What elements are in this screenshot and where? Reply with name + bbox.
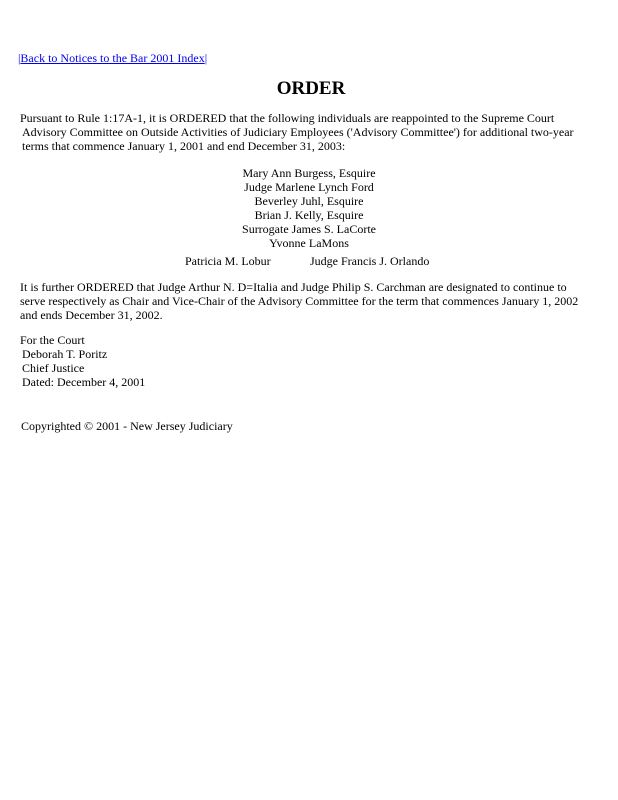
signatory-title: Chief Justice — [22, 361, 85, 375]
signatory-name: Deborah T. Poritz — [22, 347, 108, 361]
copyright-notice: Copyrighted © 2001 - New Jersey Judiciary — [21, 419, 233, 433]
back-to-index-link[interactable] — [18, 51, 207, 65]
signature-block — [20, 333, 145, 389]
link-bar-close: | — [204, 51, 208, 65]
appointee-name: Brian J. Kelly, Esquire — [254, 208, 364, 222]
appointee-name: Beverley Juhl, Esquire — [254, 194, 364, 208]
appointee-name: Judge Marlene Lynch Ford — [244, 180, 374, 194]
appointee-name: Yvonne LaMons — [269, 236, 349, 250]
appointee-name-right: Judge Francis J. Orlando — [310, 254, 430, 268]
page-title: ORDER — [276, 78, 346, 99]
back-to-index-label: Back to Notices to the Bar 2001 Index — [20, 51, 205, 65]
appointee-list — [0, 166, 618, 250]
further-line: It is further ORDERED that Judge Arthur N. D=Italia and Judge Philip S. Carchman are designated to continue to — [20, 280, 567, 294]
intro-paragraph — [20, 111, 610, 153]
link-bar-open: | — [18, 51, 21, 65]
intro-line: Pursuant to Rule 1:17A-1, it is ORDERED that the following individuals are reappointed to the Supreme Court — [20, 111, 555, 125]
intro-line: terms that commence January 1, 2001 and end December 31, 2003: — [22, 139, 346, 153]
for-the-court: For the Court — [20, 333, 85, 347]
appointee-name: Surrogate James S. LaCorte — [242, 222, 376, 236]
further-order-paragraph — [20, 280, 610, 322]
intro-line: Advisory Committee on Outside Activities of Judiciary Employees ('Advisory Committee') for additional two-year — [22, 125, 574, 139]
appointee-name-left: Patricia M. Lobur — [185, 254, 271, 268]
date-line: Dated: December 4, 2001 — [22, 375, 146, 389]
further-line: serve respectively as Chair and Vice-Chair of the Advisory Committee for the term that commences January 1, 2002 — [20, 294, 579, 308]
further-line: and ends December 31, 2002. — [20, 308, 163, 322]
appointee-name: Mary Ann Burgess, Esquire — [242, 166, 376, 180]
